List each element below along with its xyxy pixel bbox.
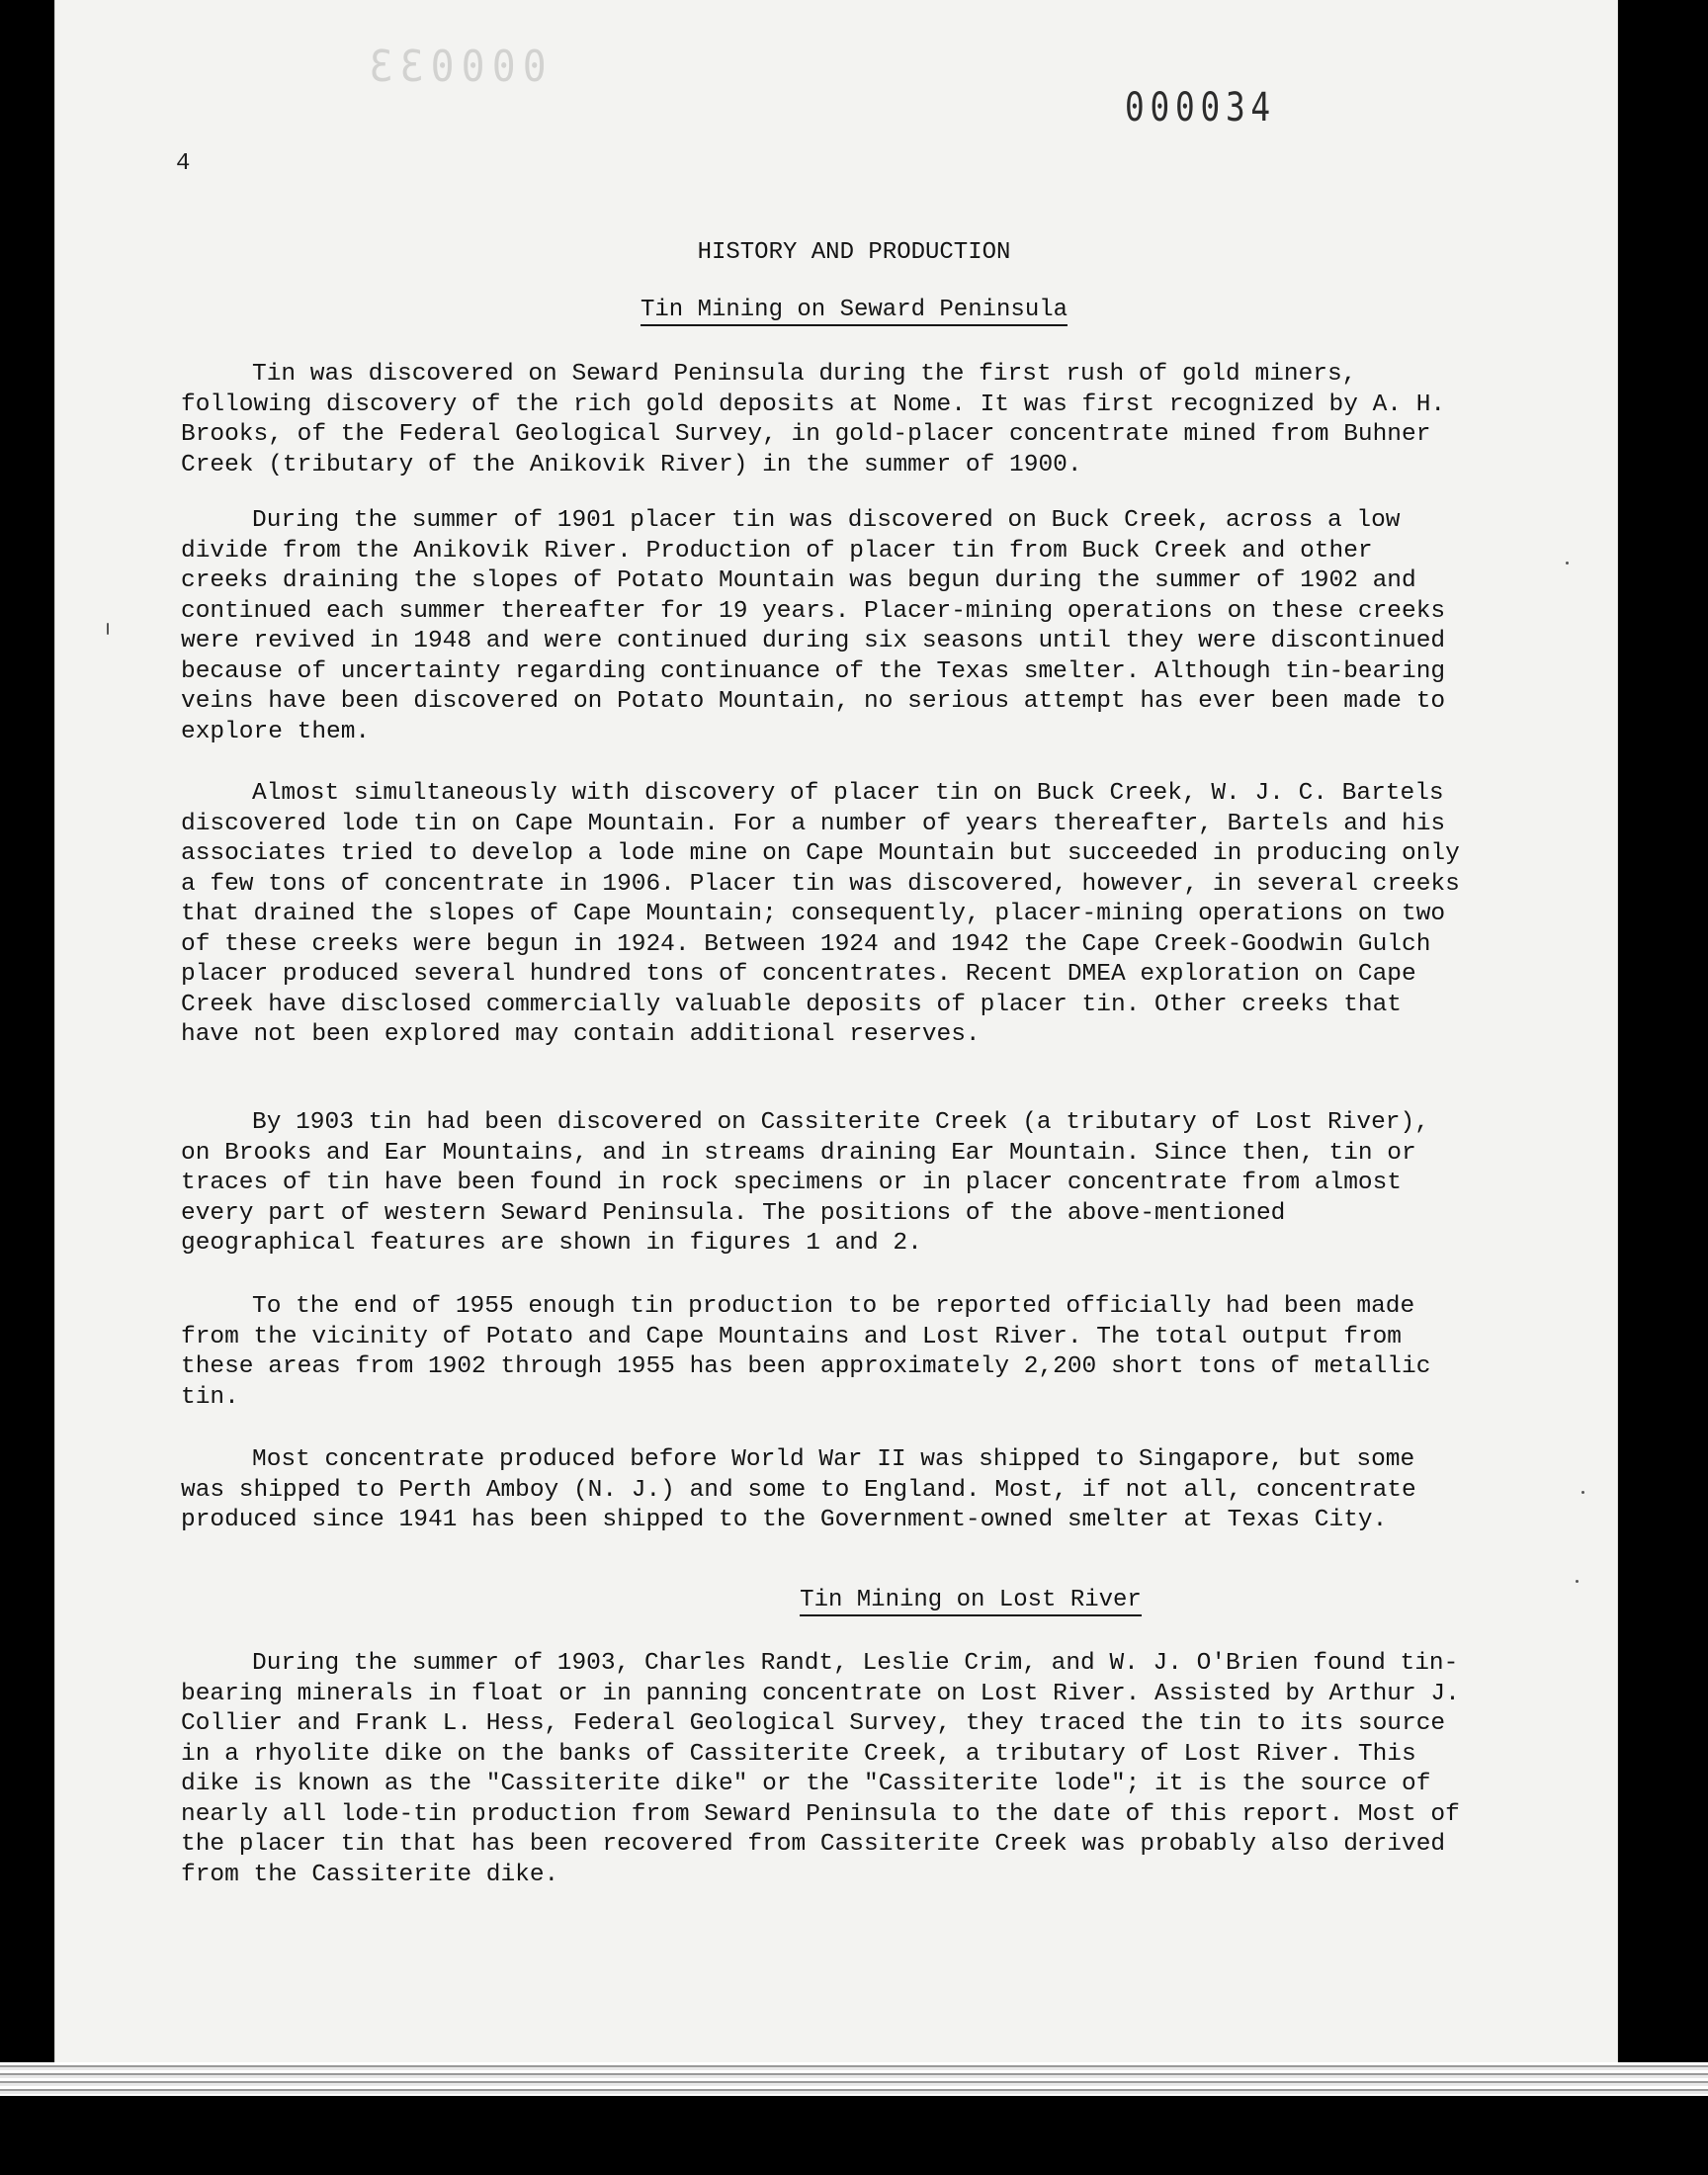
paragraph-total-output: To the end of 1955 enough tin production to be reported officially had been made from the vicinity of Potato and Cape Mountains and Lost River. The total output from these areas from 1902 through 1955 has been approximately 2,200 short tons of metallic tin. — [181, 1293, 1431, 1411]
paragraph-shipping: Most concentrate produced before World War II was shipped to Singapore, but some was shipped to Perth Amboy (N. J.) and some to England. Most, if not all, concentrate produced since 1941 has been shipped to the Government-owned smelter at Texas City. — [181, 1446, 1416, 1533]
bleed-through-stamp: 000033 — [362, 42, 547, 92]
document-number-stamp: 000034 — [1125, 85, 1276, 130]
scan-speck — [1566, 562, 1569, 565]
section-heading-lost-river-text: Tin Mining on Lost River — [800, 1587, 1142, 1616]
paragraph-lost-river: During the summer of 1903, Charles Randt, Leslie Crim, and W. J. O'Brien found tin-bearing minerals in float or in panning concentrate on Lost River. Assisted by Arthur J. Collier and Frank L. Hess, Federal Geological Survey, they traced the tin to its source in a rhyolite dike on the banks of Cassiterite Creek, a tributary of Lost River. This dike is known as the "Cassiterite dike" or the "Cassiterite lode"; it is the source of nearly all lode-tin production from Seward Peninsula to the date of this report. Most of the placer tin that has been recovered from Cassiterite Creek was probably also derived from the Cassiterite dike. — [181, 1650, 1460, 1888]
section-heading-seward — [0, 297, 1708, 323]
scanner-feed-strip — [0, 2062, 1708, 2096]
paragraph-buck-creek: During the summer of 1901 placer tin was discovered on Buck Creek, across a low divide from the Anikovik River. Production of placer tin from Buck Creek and other creeks draining the slopes of Potato Mountain was begun during the summer of 1902 and continued each summer thereafter for 19 years. Placer-mining operations on these creeks were revived in 1948 and were continued during six seasons until they were discontinued because of uncertainty regarding continuance of the Texas smelter. Although tin-bearing veins have been discovered on Potato Mountain, no serious attempt has ever been made to explore them. — [181, 507, 1446, 745]
paragraph-cassiterite-creek: By 1903 tin had been discovered on Cassiterite Creek (a tributary of Lost River), on Brooks and Ear Mountains, and in streams draining Ear Mountain. Since then, tin or traces of tin have been found in rock specimens or in placer concentrate from almost every part of western Seward Peninsula. The positions of the above-mentioned geographical features are shown in figures 1 and 2. — [181, 1109, 1429, 1257]
paragraph-discovery: Tin was discovered on Seward Peninsula during the first rush of gold miners, following discovery of the rich gold deposits at Nome. It was first recognized by A. H. Brooks, of the Federal Geological Survey, in gold-placer concentrate mined from Buhner Creek (tributary of the Anikovik River) in the summer of 1900. — [181, 361, 1446, 478]
scan-speck — [1581, 1491, 1584, 1494]
scan-speck — [107, 623, 109, 635]
paragraph-cape-mountain: Almost simultaneously with discovery of placer tin on Buck Creek, W. J. C. Bartels discovered lode tin on Cape Mountain. For a number of years thereafter, Bartels and his associates tried to develop a lode mine on Cape Mountain but succeeded in producing only a few tons of concentrate in 1906. Placer tin was discovered, however, in several creeks that drained the slopes of Cape Mountain; consequently, placer-mining operations on two of these creeks were begun in 1924. Between 1924 and 1942 the Cape Creek-Goodwin Gulch placer produced several hundred tons of concentrates. Recent DMEA exploration on Cape Creek have disclosed commercially valuable deposits of placer tin. Other creeks that have not been explored may contain additional reserves. — [181, 780, 1460, 1048]
section-heading-seward-text: Tin Mining on Seward Peninsula — [640, 297, 1068, 326]
main-heading: HISTORY AND PRODUCTION — [697, 239, 1011, 266]
section-heading-lost-river — [117, 1587, 1708, 1613]
scan-speck — [1576, 1580, 1579, 1583]
page-number: 4 — [176, 150, 191, 177]
